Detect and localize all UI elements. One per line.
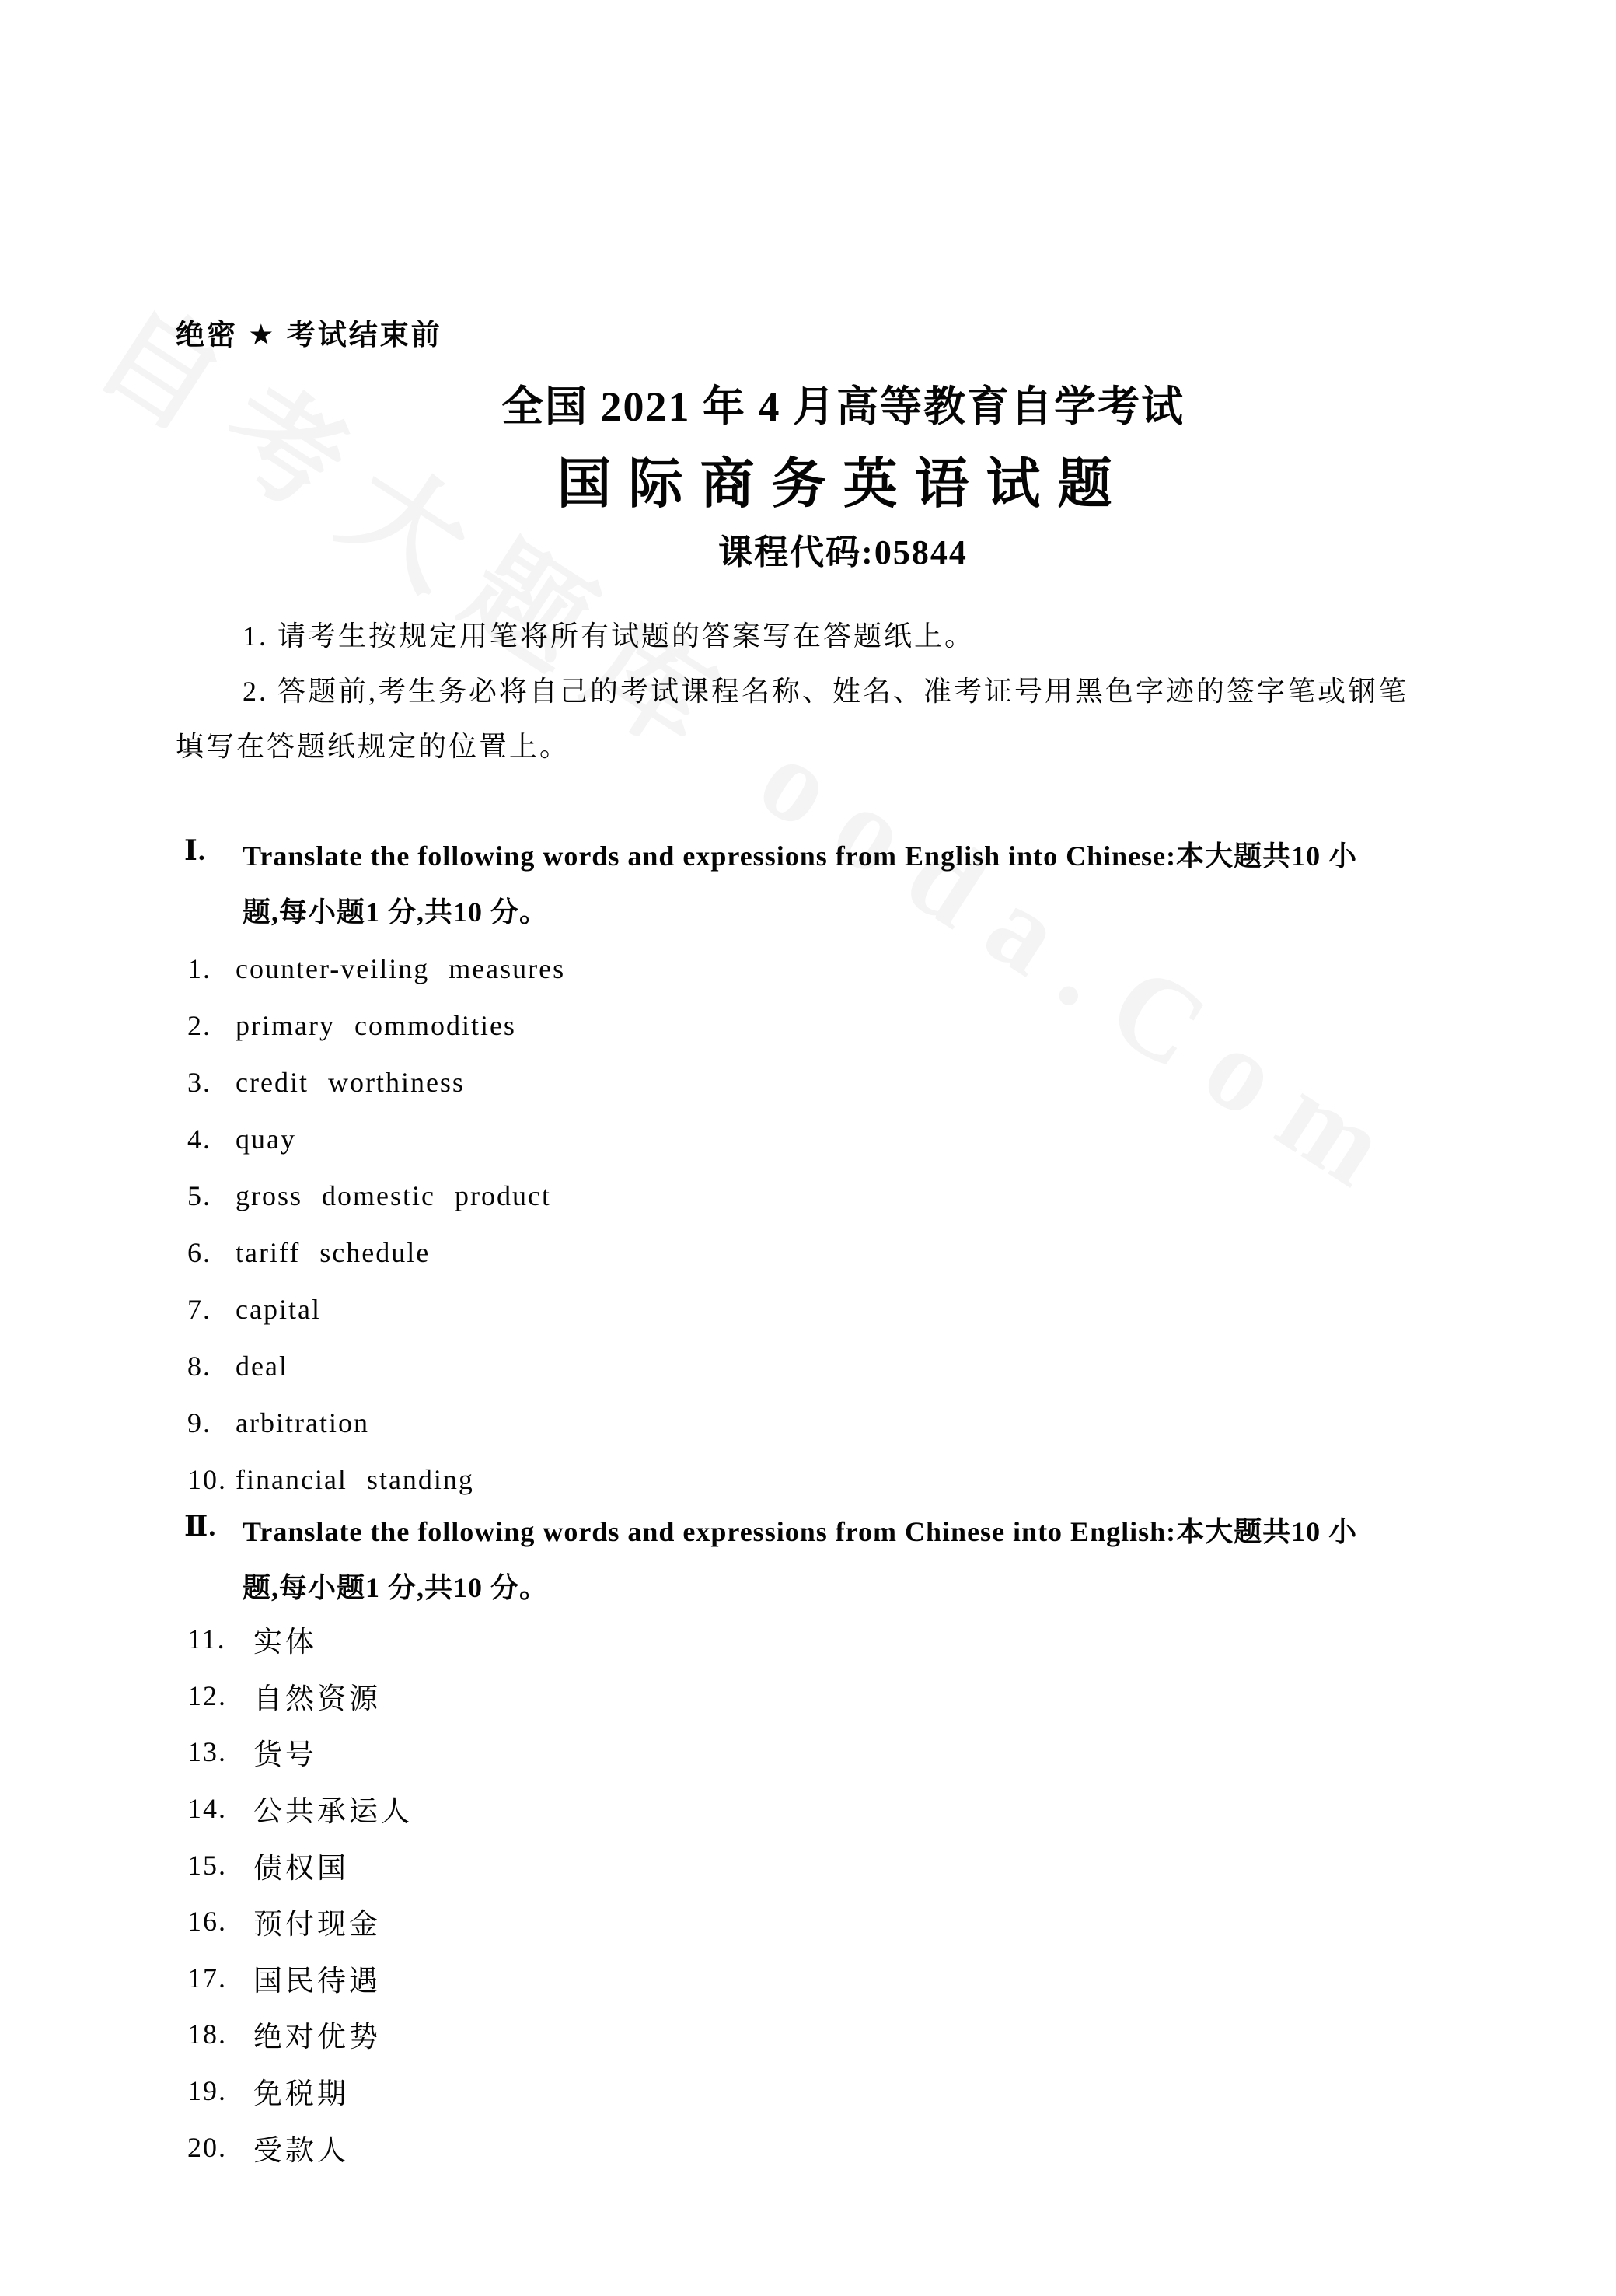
item-number: 3. (187, 1066, 211, 1098)
item-text: counter-veiling measures (236, 952, 566, 984)
item-number: 2. (187, 1009, 211, 1041)
list-item (187, 1668, 413, 1725)
item-text: 预付现金 (253, 1909, 381, 1941)
item-text: 免税期 (253, 2078, 349, 2111)
course-code: 课程代码:05844 (718, 533, 968, 571)
list-item (187, 940, 565, 997)
item-number: 8. (187, 1350, 211, 1382)
item-number: 17. (187, 1962, 227, 1994)
paper-title: 国际商务英语试题 (557, 455, 1129, 515)
security-classification-label: 绝密 ★ 考试结束前 (176, 319, 442, 351)
list-item (187, 1611, 413, 1668)
section-2-item-list (187, 1611, 413, 2175)
section-1-item-list (187, 940, 565, 1508)
item-number: 18. (187, 2018, 227, 2050)
notice-line-2: 2. 答题前,考生务必将自己的考试课程名称、姓名、准考证号用黑色字迹的签字笔或钢笔 (243, 676, 1409, 707)
item-text: financial standing (236, 1463, 474, 1495)
notice-line-2-continued: 填写在答题纸规定的位置上。 (176, 731, 571, 762)
item-text: 公共承运人 (253, 1796, 413, 1829)
item-text: 国民待遇 (253, 1965, 381, 1997)
item-text: 债权国 (253, 1852, 349, 1885)
item-text: gross domestic product (236, 1179, 551, 1211)
item-text: deal (236, 1350, 288, 1382)
item-number: 1. (187, 952, 211, 984)
section-2-heading-continued: 题,每小题1 分,共10 分。 (243, 1572, 549, 1603)
list-item (187, 1167, 565, 1224)
item-number: 9. (187, 1407, 211, 1438)
item-number: 4. (187, 1123, 211, 1155)
list-item (187, 1451, 565, 1508)
item-number: 10. (187, 1463, 227, 1495)
item-text: 绝对优势 (253, 2022, 381, 2054)
list-item (187, 2063, 413, 2120)
item-number: 19. (187, 2075, 227, 2107)
item-number: 11. (187, 1623, 226, 1655)
item-text: tariff schedule (236, 1236, 431, 1268)
section-2-numeral: Ⅱ. (184, 1511, 217, 1542)
item-number: 6. (187, 1236, 211, 1268)
exam-title: 全国 2021 年 4 月高等教育自学考试 (501, 383, 1185, 430)
item-text: capital (236, 1293, 321, 1325)
list-item (187, 1281, 565, 1337)
list-item (187, 997, 565, 1054)
list-item (187, 2119, 413, 2175)
item-number: 7. (187, 1293, 211, 1325)
list-item (187, 1054, 565, 1110)
list-item (187, 1950, 413, 2007)
list-item (187, 1224, 565, 1281)
list-item (187, 1724, 413, 1781)
list-item (187, 2006, 413, 2063)
item-text: arbitration (236, 1407, 369, 1438)
list-item (187, 1781, 413, 1837)
item-number: 20. (187, 2131, 227, 2163)
item-text: credit worthiness (236, 1066, 465, 1098)
section-1-heading-text: Translate the following words and expressions from English into Chinese:本大题共10 小 (243, 840, 1358, 872)
item-text: 自然资源 (253, 1683, 381, 1715)
list-item (187, 1337, 565, 1394)
item-number: 14. (187, 1793, 227, 1825)
list-item (187, 1893, 413, 1950)
section-2-heading-text: Translate the following words and expressions from Chinese into English:本大题共10 小 (243, 1516, 1358, 1547)
item-number: 15. (187, 1849, 227, 1881)
list-item (187, 1394, 565, 1451)
item-text: 受款人 (253, 2134, 349, 2167)
section-1-heading-continued: 题,每小题1 分,共10 分。 (243, 896, 549, 928)
item-number: 5. (187, 1179, 211, 1211)
section-1-numeral: Ⅰ. (184, 835, 206, 866)
item-number: 13. (187, 1736, 227, 1768)
item-text: 货号 (253, 1739, 317, 1772)
list-item (187, 1110, 565, 1167)
item-number: 12. (187, 1679, 227, 1711)
list-item (187, 1836, 413, 1893)
item-text: quay (236, 1123, 296, 1155)
item-number: 16. (187, 1906, 227, 1938)
item-text: primary commodities (236, 1009, 516, 1041)
item-text: 实体 (253, 1627, 317, 1659)
section-1-heading (184, 834, 1357, 874)
notice-line-1: 1. 请考生按规定用笔将所有试题的答案写在答题纸上。 (243, 620, 976, 652)
section-2-heading (184, 1510, 1357, 1550)
